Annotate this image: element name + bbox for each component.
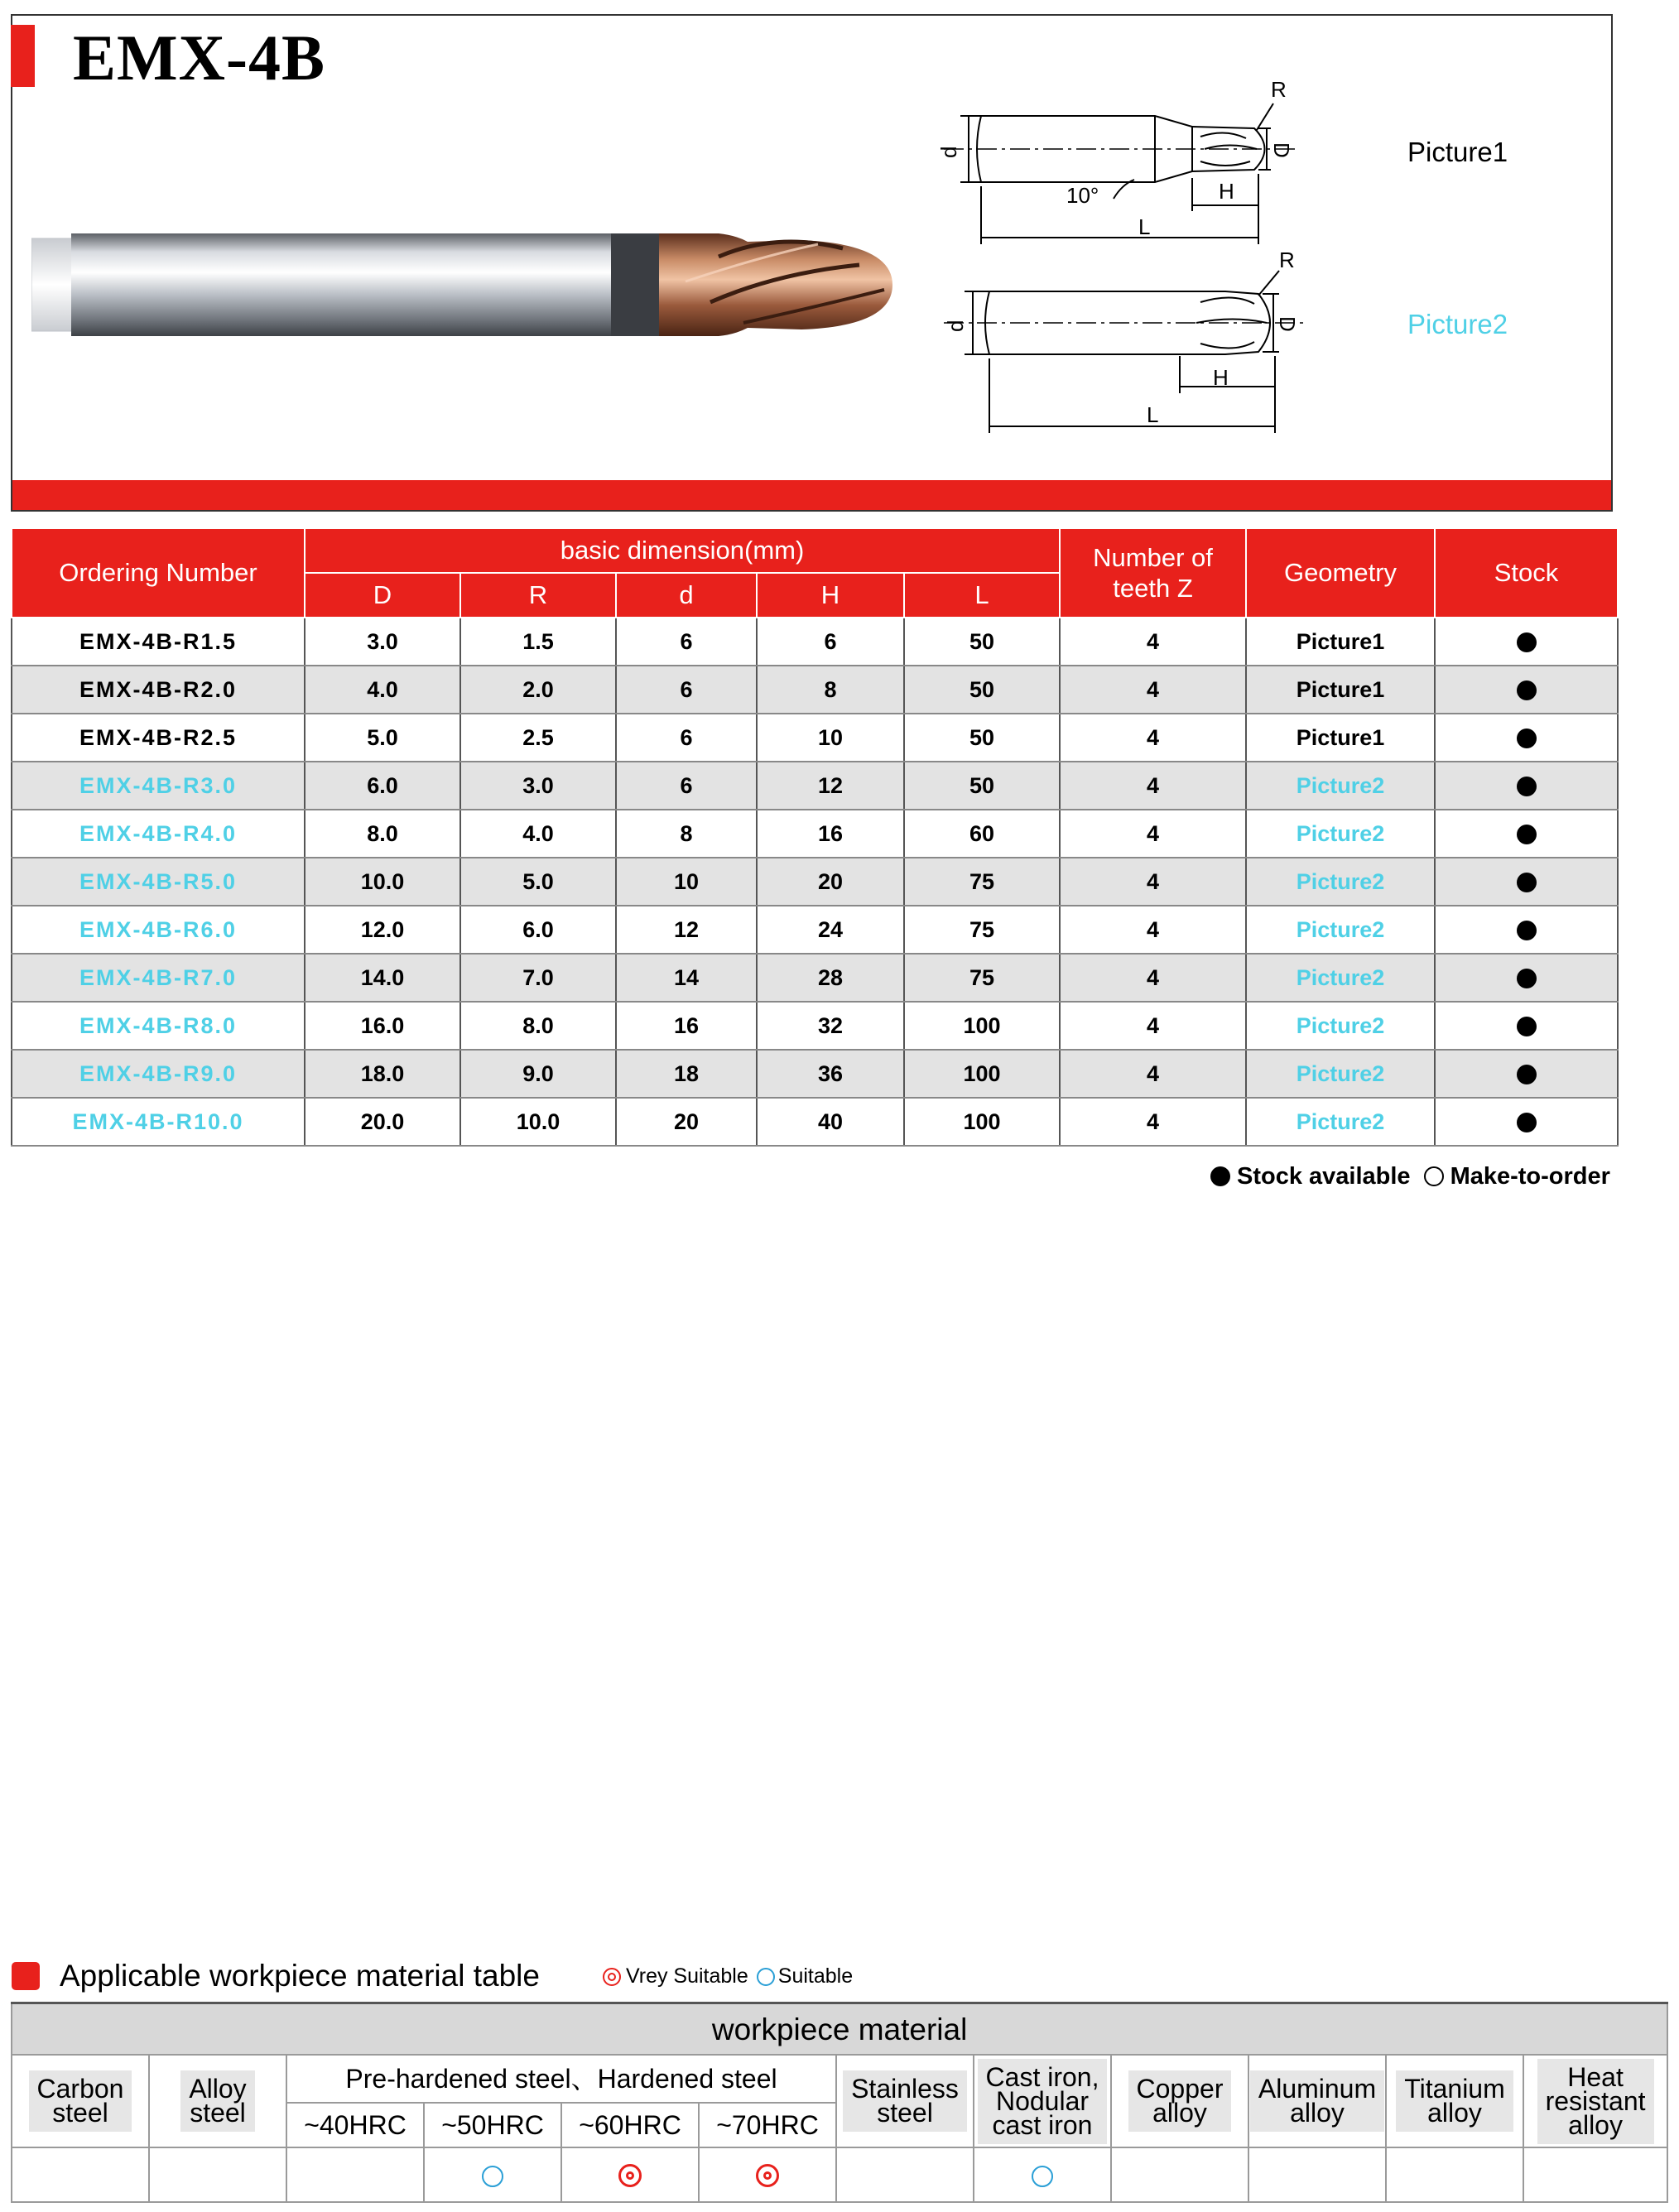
- legend-make-to-order: Make-to-order: [1450, 1163, 1610, 1190]
- filled-dot-icon: [1210, 1166, 1230, 1186]
- mat-label: resistant: [1545, 2085, 1646, 2116]
- mat-label: Cast iron,: [985, 2061, 1099, 2092]
- cell-d: 20: [616, 1098, 757, 1146]
- cell-geometry: Picture1: [1246, 714, 1435, 762]
- end-mill-photo: [31, 224, 901, 348]
- cell-D: 4.0: [305, 666, 460, 714]
- mat-heat-resistant-alloy: [1523, 2055, 1667, 2147]
- cell-R: 3.0: [460, 762, 616, 810]
- cell-H: 40: [757, 1098, 904, 1146]
- cell-teeth: 4: [1060, 1098, 1246, 1146]
- suit-carbon: [12, 2147, 149, 2202]
- mat-label: steel: [52, 2098, 108, 2128]
- header-teeth-line2: teeth Z: [1113, 574, 1193, 603]
- header-D: D: [305, 573, 460, 618]
- header-geometry: Geometry: [1246, 528, 1435, 618]
- material-section-marker: [12, 1962, 40, 1990]
- mat-label: alloy: [1427, 2098, 1482, 2128]
- dim-R-label: R: [1271, 79, 1287, 102]
- cell-D: 14.0: [305, 954, 460, 1002]
- mat-label: steel: [190, 2098, 246, 2128]
- mat-label: cast iron: [992, 2109, 1093, 2140]
- cell-d: 18: [616, 1050, 757, 1098]
- suit-cast: [974, 2147, 1111, 2202]
- ordering-number: EMX-4B-R6.0: [12, 906, 305, 954]
- dim-H-label-2: H: [1213, 365, 1229, 390]
- cell-D: 6.0: [305, 762, 460, 810]
- cell-R: 1.5: [460, 618, 616, 666]
- mat-titanium-alloy: [1386, 2055, 1523, 2147]
- legend-very-suitable: Vrey Suitable: [626, 1964, 748, 1988]
- cell-teeth: 4: [1060, 906, 1246, 954]
- cell-stock: [1435, 618, 1618, 666]
- cell-teeth: 4: [1060, 1002, 1246, 1050]
- stock-dot-icon: [1517, 1113, 1537, 1132]
- stock-legend: [1210, 1161, 1610, 1191]
- table-row: [12, 666, 1618, 714]
- ordering-number: EMX-4B-R3.0: [12, 762, 305, 810]
- cell-R: 5.0: [460, 858, 616, 906]
- table-row: [12, 1050, 1618, 1098]
- cell-R: 9.0: [460, 1050, 616, 1098]
- cell-D: 18.0: [305, 1050, 460, 1098]
- mat-alloy-steel: [149, 2055, 286, 2147]
- stock-dot-icon: [1517, 777, 1537, 796]
- cell-R: 4.0: [460, 810, 616, 858]
- header-H: H: [757, 573, 904, 618]
- mat-label: Heat: [1567, 2061, 1624, 2092]
- header-teeth-line1: Number of: [1093, 542, 1213, 572]
- cell-L: 100: [904, 1002, 1060, 1050]
- header-d: d: [616, 573, 757, 618]
- mat-label: alloy: [1152, 2098, 1207, 2128]
- cell-teeth: 4: [1060, 762, 1246, 810]
- cell-L: 60: [904, 810, 1060, 858]
- legend-available: Stock available: [1237, 1163, 1411, 1190]
- cell-teeth: 4: [1060, 666, 1246, 714]
- cell-stock: [1435, 954, 1618, 1002]
- ordering-number: EMX-4B-R9.0: [12, 1050, 305, 1098]
- cell-teeth: 4: [1060, 810, 1246, 858]
- cell-L: 75: [904, 954, 1060, 1002]
- cell-D: 16.0: [305, 1002, 460, 1050]
- product-title: EMX-4B: [73, 22, 325, 94]
- cell-L: 50: [904, 714, 1060, 762]
- stock-dot-icon: [1517, 921, 1537, 940]
- cell-D: 8.0: [305, 810, 460, 858]
- picture1-label: Picture1: [1407, 137, 1508, 167]
- cell-geometry: Picture2: [1246, 1002, 1435, 1050]
- cell-D: 10.0: [305, 858, 460, 906]
- header-basic-dimension: basic dimension(mm): [305, 528, 1060, 573]
- cell-H: 36: [757, 1050, 904, 1098]
- ordering-number: EMX-4B-R5.0: [12, 858, 305, 906]
- dim-D-label: D: [1269, 142, 1294, 158]
- cell-stock: [1435, 1098, 1618, 1146]
- legend-suitable: Suitable: [777, 1964, 854, 1988]
- cell-L: 50: [904, 618, 1060, 666]
- mat-hrc40: ~40HRC: [286, 2103, 424, 2147]
- suit-hrc50: [424, 2147, 561, 2202]
- cell-geometry: Picture2: [1246, 906, 1435, 954]
- table-row: [12, 714, 1618, 762]
- stock-dot-icon: [1517, 969, 1537, 988]
- suit-hrc70: [699, 2147, 836, 2202]
- cell-teeth: 4: [1060, 1050, 1246, 1098]
- suitable-icon: [757, 1968, 775, 1986]
- cell-teeth: 4: [1060, 954, 1246, 1002]
- cell-d: 16: [616, 1002, 757, 1050]
- suit-hrc60: [561, 2147, 699, 2202]
- mat-label: alloy: [1290, 2098, 1345, 2128]
- mat-copper-alloy: [1111, 2055, 1248, 2147]
- stock-dot-icon: [1517, 632, 1537, 652]
- dim-L-label: L: [1138, 214, 1151, 239]
- cell-teeth: 4: [1060, 618, 1246, 666]
- mat-label: Copper: [1136, 2074, 1224, 2104]
- mat-label: Carbon: [36, 2074, 124, 2104]
- mat-carbon-steel: [12, 2055, 149, 2147]
- cell-L: 100: [904, 1050, 1060, 1098]
- cell-H: 8: [757, 666, 904, 714]
- cell-d: 14: [616, 954, 757, 1002]
- spec-table: [11, 527, 1619, 1147]
- header-red-band: [12, 480, 1611, 510]
- stock-dot-icon: [1517, 680, 1537, 700]
- mat-stainless-steel: [836, 2055, 974, 2147]
- cell-H: 10: [757, 714, 904, 762]
- cell-geometry: Picture2: [1246, 1098, 1435, 1146]
- table-row: [12, 618, 1618, 666]
- material-legend: [603, 1962, 853, 1990]
- suitable-mark-icon: [482, 2166, 503, 2187]
- cell-H: 20: [757, 858, 904, 906]
- mat-label: Pre-hardened steel、: [345, 2063, 598, 2094]
- dim-d-label-2: d: [943, 320, 968, 332]
- cell-D: 20.0: [305, 1098, 460, 1146]
- ordering-number: EMX-4B-R2.0: [12, 666, 305, 714]
- material-section-title: Applicable workpiece material table: [60, 1959, 540, 1993]
- cell-L: 50: [904, 666, 1060, 714]
- mat-label: Titanium: [1404, 2074, 1505, 2104]
- hollow-dot-icon: [1424, 1166, 1444, 1186]
- suit-titanium: [1386, 2147, 1523, 2202]
- mat-label: Nodular: [995, 2085, 1090, 2116]
- cell-teeth: 4: [1060, 858, 1246, 906]
- cell-L: 100: [904, 1098, 1060, 1146]
- ordering-number: EMX-4B-R7.0: [12, 954, 305, 1002]
- dim-d-label: d: [936, 146, 961, 158]
- cell-H: 32: [757, 1002, 904, 1050]
- cell-stock: [1435, 858, 1618, 906]
- cell-stock: [1435, 810, 1618, 858]
- stock-dot-icon: [1517, 729, 1537, 748]
- cell-d: 12: [616, 906, 757, 954]
- stock-dot-icon: [1517, 873, 1537, 892]
- cell-stock: [1435, 1002, 1618, 1050]
- cell-stock: [1435, 714, 1618, 762]
- mat-label: Hardened steel: [597, 2063, 777, 2094]
- ordering-number: EMX-4B-R2.5: [12, 714, 305, 762]
- suit-copper: [1111, 2147, 1248, 2202]
- cell-d: 6: [616, 714, 757, 762]
- dim-R-label-2: R: [1279, 252, 1295, 272]
- cell-H: 12: [757, 762, 904, 810]
- very-suitable-mark-icon: [756, 2164, 779, 2187]
- ordering-number: EMX-4B-R1.5: [12, 618, 305, 666]
- suit-alloy: [149, 2147, 286, 2202]
- cell-stock: [1435, 906, 1618, 954]
- picture2-label: Picture2: [1407, 309, 1508, 339]
- cell-L: 75: [904, 858, 1060, 906]
- cell-stock: [1435, 1050, 1618, 1098]
- cell-geometry: Picture2: [1246, 810, 1435, 858]
- drawing-picture1: [927, 79, 1358, 257]
- suit-hrc40: [286, 2147, 424, 2202]
- cell-stock: [1435, 762, 1618, 810]
- mat-label: Aluminum: [1258, 2074, 1377, 2104]
- cell-d: 6: [616, 618, 757, 666]
- header-stock: Stock: [1435, 528, 1618, 618]
- cell-D: 5.0: [305, 714, 460, 762]
- cell-d: 10: [616, 858, 757, 906]
- mat-label: Alloy: [189, 2074, 247, 2104]
- cell-geometry: Picture1: [1246, 666, 1435, 714]
- header-L: L: [904, 573, 1060, 618]
- cell-D: 12.0: [305, 906, 460, 954]
- table-row: [12, 762, 1618, 810]
- suit-heat: [1523, 2147, 1667, 2202]
- cell-H: 28: [757, 954, 904, 1002]
- suit-aluminum: [1248, 2147, 1386, 2202]
- ordering-number: EMX-4B-R8.0: [12, 1002, 305, 1050]
- mat-aluminum-alloy: [1248, 2055, 1386, 2147]
- mat-hrc70: ~70HRC: [699, 2103, 836, 2147]
- angle-label: 10°: [1066, 183, 1099, 208]
- very-suitable-mark-icon: [618, 2164, 642, 2187]
- table-row: [12, 1098, 1618, 1146]
- material-table: [11, 2002, 1668, 2203]
- ordering-number: EMX-4B-R4.0: [12, 810, 305, 858]
- cell-H: 24: [757, 906, 904, 954]
- header-ordering-number: Ordering Number: [12, 528, 305, 618]
- mat-hrc50: ~50HRC: [424, 2103, 561, 2147]
- cell-D: 3.0: [305, 618, 460, 666]
- cell-H: 6: [757, 618, 904, 666]
- dim-H-label: H: [1219, 179, 1234, 204]
- cell-d: 8: [616, 810, 757, 858]
- title-marker: [11, 25, 35, 87]
- cell-R: 10.0: [460, 1098, 616, 1146]
- cell-geometry: Picture1: [1246, 618, 1435, 666]
- table-row: [12, 1002, 1618, 1050]
- cell-R: 2.5: [460, 714, 616, 762]
- suitable-mark-icon: [1032, 2166, 1053, 2187]
- very-suitable-icon: [603, 1968, 621, 1986]
- mat-label: Stainless: [851, 2074, 959, 2104]
- workpiece-material-header: workpiece material: [12, 2003, 1667, 2056]
- stock-dot-icon: [1517, 1065, 1537, 1084]
- drawing-picture2: [927, 252, 1358, 439]
- dim-L-label-2: L: [1147, 402, 1159, 427]
- cell-stock: [1435, 666, 1618, 714]
- cell-R: 7.0: [460, 954, 616, 1002]
- suit-stainless: [836, 2147, 974, 2202]
- mat-hrc60: ~60HRC: [561, 2103, 699, 2147]
- cell-geometry: Picture2: [1246, 762, 1435, 810]
- table-row: [12, 810, 1618, 858]
- cell-d: 6: [616, 762, 757, 810]
- cell-teeth: 4: [1060, 714, 1246, 762]
- cell-L: 50: [904, 762, 1060, 810]
- mat-label: alloy: [1568, 2109, 1623, 2140]
- table-row: [12, 906, 1618, 954]
- cell-geometry: Picture2: [1246, 858, 1435, 906]
- cell-geometry: Picture2: [1246, 1050, 1435, 1098]
- mat-cast-iron: [974, 2055, 1111, 2147]
- stock-dot-icon: [1517, 825, 1537, 844]
- dim-D-label-2: D: [1275, 316, 1300, 332]
- stock-dot-icon: [1517, 1017, 1537, 1036]
- cell-R: 6.0: [460, 906, 616, 954]
- cell-d: 6: [616, 666, 757, 714]
- mat-hardened-group: [286, 2055, 836, 2103]
- cell-R: 2.0: [460, 666, 616, 714]
- cell-geometry: Picture2: [1246, 954, 1435, 1002]
- mat-label: steel: [877, 2098, 933, 2128]
- table-row: [12, 954, 1618, 1002]
- cell-R: 8.0: [460, 1002, 616, 1050]
- header-R: R: [460, 573, 616, 618]
- cell-L: 75: [904, 906, 1060, 954]
- header-teeth: [1060, 528, 1246, 618]
- ordering-number: EMX-4B-R10.0: [12, 1098, 305, 1146]
- table-row: [12, 858, 1618, 906]
- cell-H: 16: [757, 810, 904, 858]
